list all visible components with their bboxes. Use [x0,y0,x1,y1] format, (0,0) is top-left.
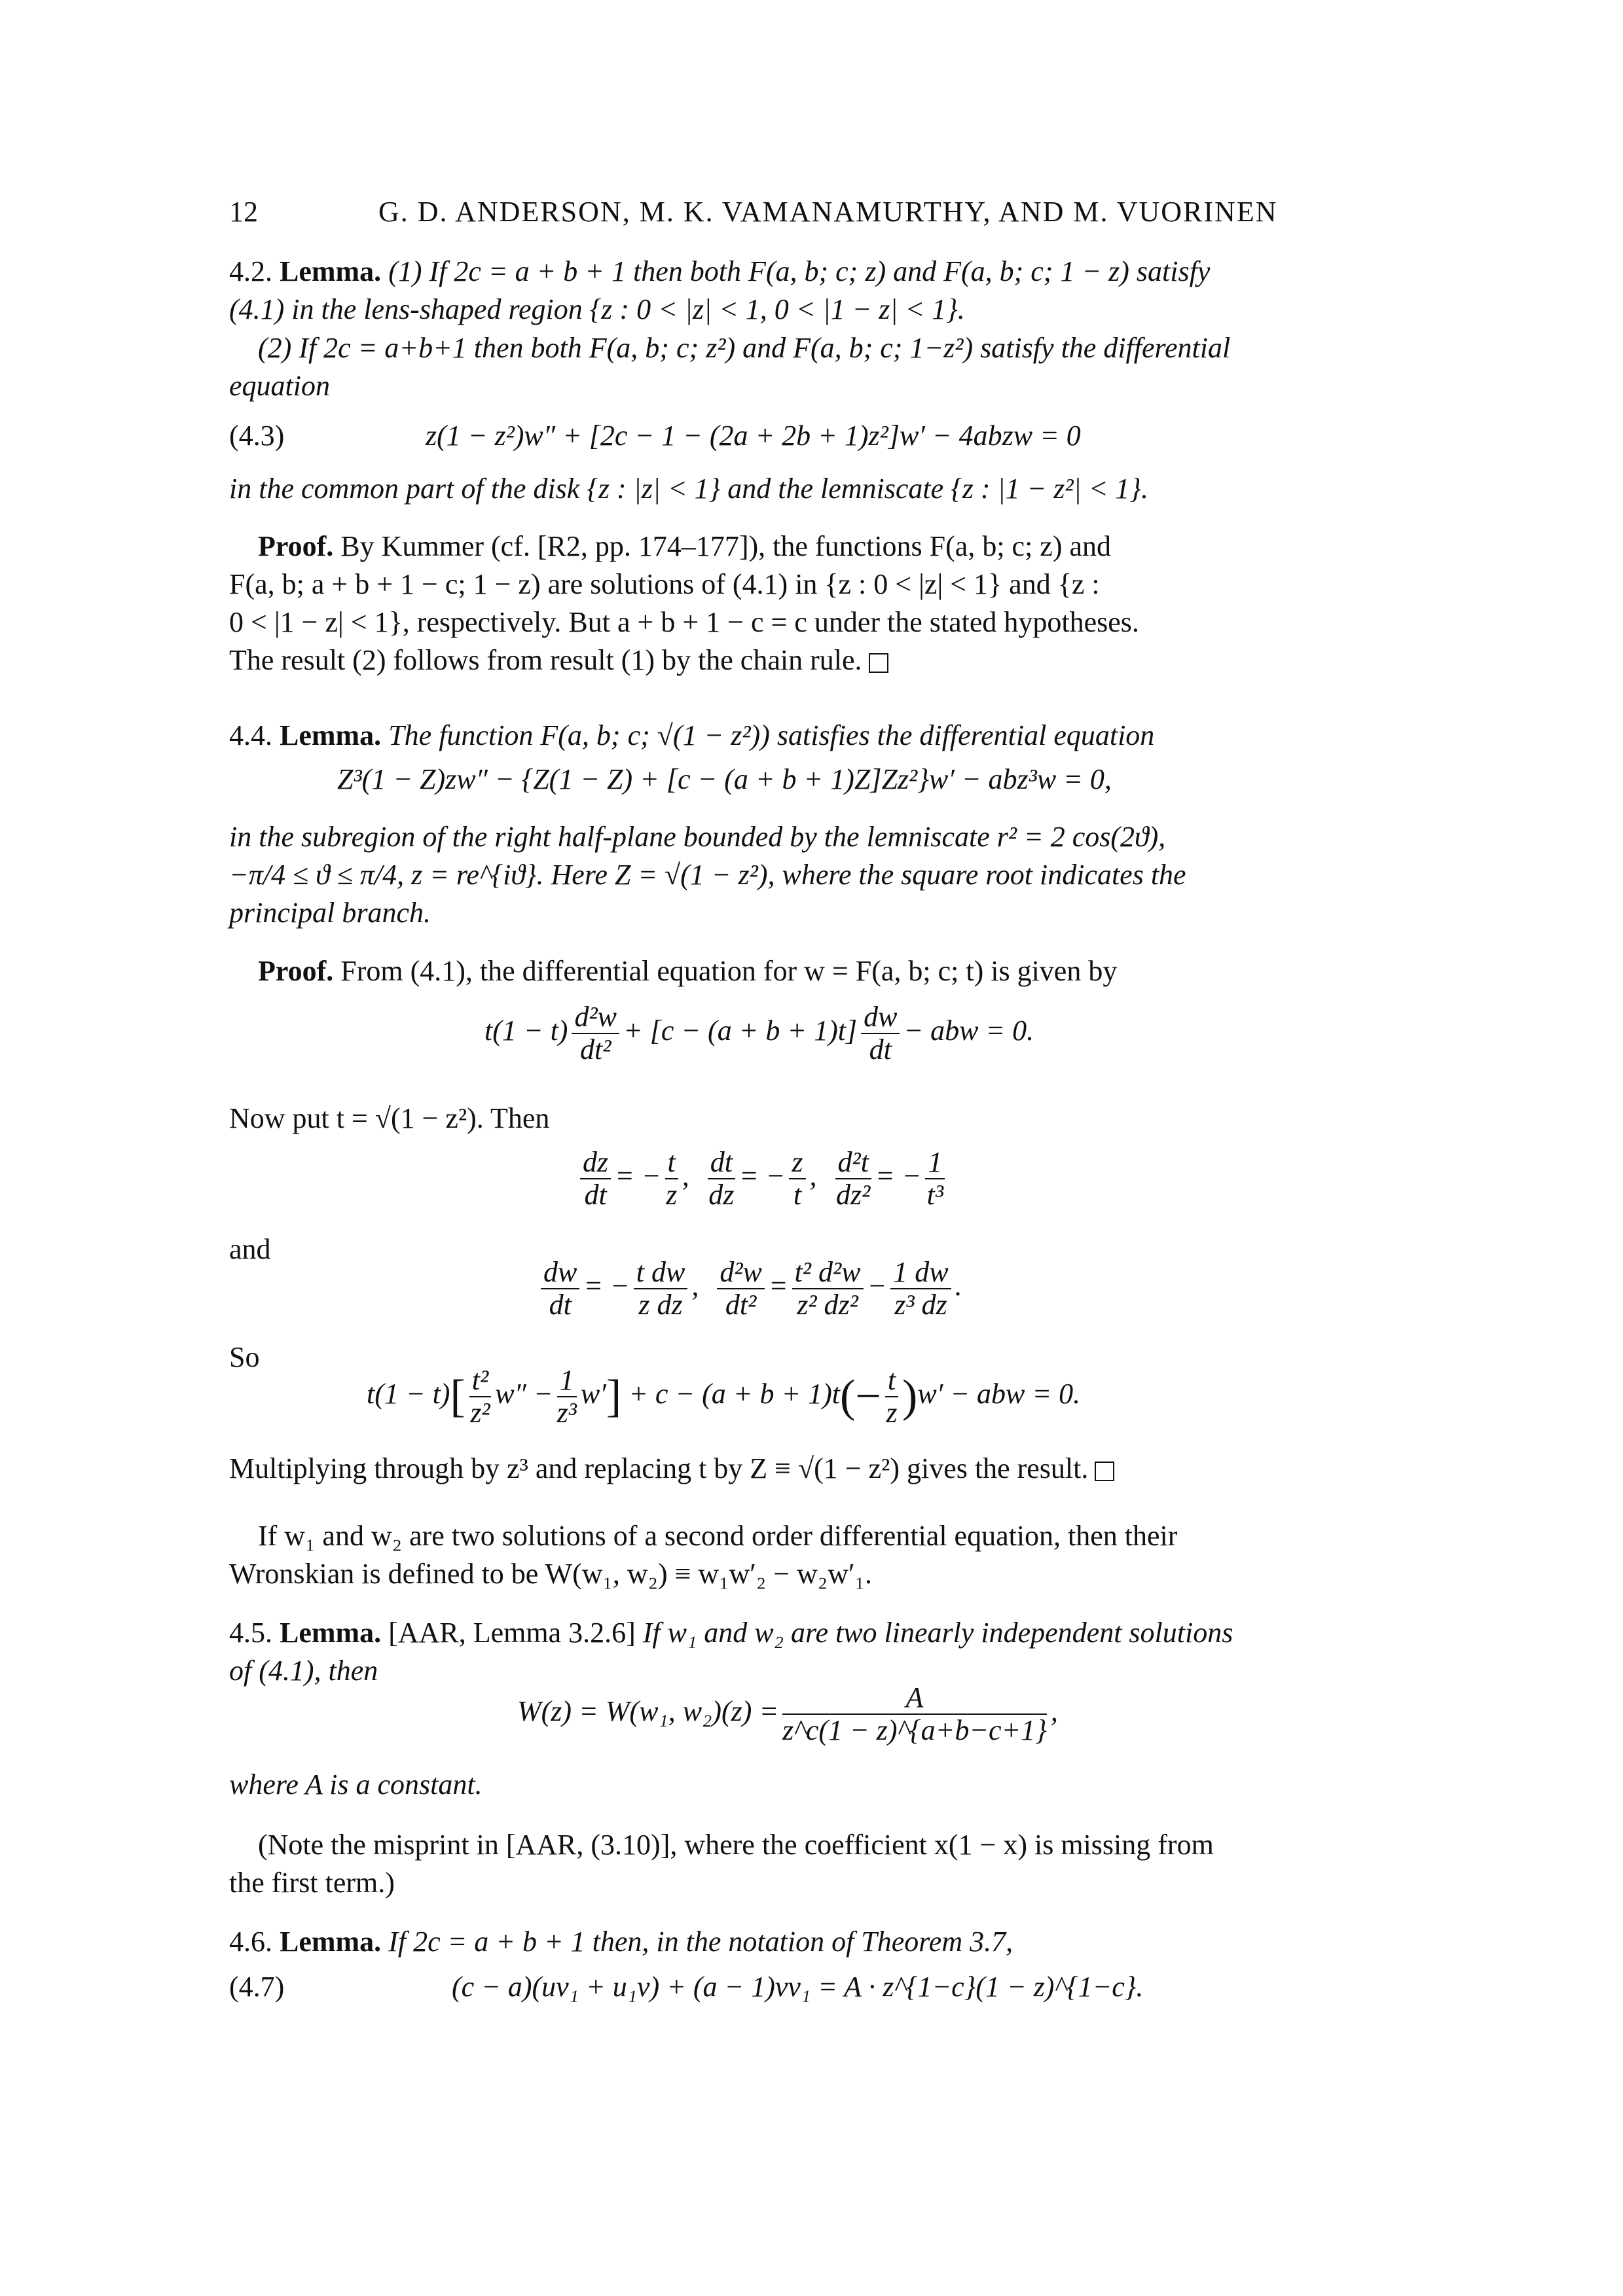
fraction-den: z² [470,1397,490,1429]
lemma-text: If w₁ and w₂ are two linearly independent solutions [642,1617,1233,1649]
lemma-title: Lemma. [280,255,382,287]
lemma-4-4-line3: −π/4 ≤ ϑ ≤ π/4, z = re^{iϑ}. Here Z = √(1 − z²), where the square root indicates the [229,859,1186,891]
fraction-num: 1 [557,1365,577,1397]
fraction-num: d²w [572,1001,619,1034]
fraction-num: 1 dw [890,1257,951,1289]
lemma-number: 4.4. [229,719,272,751]
equation-derivatives: $\frac{dw}{dt}$ = − $\frac{\text{t dw}}{\text{z dz}}$ , $\frac{\text{d²w}}{\text{dt²}}$ = $\frac{\text{t² d²w}}{\text{z² dz²}}$ − $\frac{1 dw}{\text{z³ dz}}$ . [537,1257,962,1321]
eq-term: w′ − abw = 0. [917,1378,1081,1410]
fraction [925,1147,945,1211]
wronskian-line2: Wronskian is defined to be W(w₁, w₂) ≡ w₁w′₂ − w₂w′₁. [229,1558,872,1590]
lemma-text: (1) If 2c = a + b + 1 then both F(a, b; c; z) and F(a, b; c; 1 − z) satisfy [388,255,1211,287]
citation: [AAR, Lemma 3.2.6] [388,1617,636,1649]
lemma-number: 4.6. [229,1926,272,1958]
eq-term: w″ − [495,1378,553,1410]
fraction-num: t² d²w [792,1257,864,1289]
proof-text: By Kummer (cf. [R2, pp. 174–177]), the functions F(a, b; c; z) and [340,530,1112,562]
equation-label-4-7: (4.7) [229,1971,285,2003]
fraction [717,1257,765,1321]
fraction-den: dt [584,1179,607,1211]
eq-term: t(1 − t) [484,1014,568,1047]
eq-term: − abw = 0. [903,1014,1034,1047]
qed-icon [1095,1462,1114,1481]
fraction [789,1147,805,1211]
lemma-4-6-heading [229,1923,1013,1961]
fraction-den: z³ dz [894,1289,947,1321]
equation-combined: t(1 − t)[ $\frac{\text{t²}}{\text{z²}}$ w″ − $\frac{1}{\text{z³}}$ w′] + c − (a + b + 1)t(− $\frac{t}{z}$ )w′ − abw = 0. [367,1364,1081,1429]
fraction [885,1365,898,1429]
equation-label-4-3: (4.3) [229,420,285,452]
fraction-den: z dz [638,1289,683,1321]
proof-4-4-result [229,1450,1114,1488]
lemma-4-2-heading [229,253,1210,291]
fraction-den: dt² [725,1289,757,1321]
fraction [469,1365,491,1429]
lemma-title: Lemma. [280,719,382,751]
lemma-4-5-heading [229,1614,1233,1652]
now-put-line: Now put t = √(1 − z²). Then [229,1102,550,1134]
fraction-num: d²w [717,1257,765,1289]
eq-term: w′ [580,1378,606,1410]
fraction [541,1257,579,1321]
fraction-num: t dw [634,1257,688,1289]
fraction-num: dw [861,1001,900,1034]
fraction-den: t³ [926,1179,944,1211]
proof-4-4-line1 [258,952,1117,990]
wronskian-line1: If w₁ and w₂ are two solutions of a second order differential equation, then their [258,1520,1178,1552]
fraction-num: dt [708,1147,735,1179]
lemma-4-5-line3: where A is a constant. [229,1768,483,1801]
fraction-num: z [789,1147,805,1179]
fraction [792,1257,864,1321]
equation-lemma-4-4: Z³(1 − Z)zw″ − {Z(1 − Z) + [c − (a + b + 1)Z]Zz²}w′ − abz³w = 0, [337,763,1112,795]
equation-hypergeometric [484,1001,1034,1066]
qed-icon [869,653,888,673]
proof-text: Multiplying through by z³ and replacing t by Z ≡ √(1 − z²) gives the result. [229,1452,1089,1484]
fraction-num: t [885,1365,898,1397]
eq-term: + [c − (a + b + 1)t] [623,1014,858,1047]
lemma-4-4-line2: in the subregion of the right half-plane bounded by the lemniscate r² = 2 cos(2ϑ), [229,821,1166,853]
fraction [572,1001,619,1066]
lemma-4-4-line4: principal branch. [229,897,431,929]
fraction [580,1147,611,1211]
equation-4-7: (c − a)(uv₁ + u₁v) + (a − 1)vv₁ = A · z^{1−c}(1 − z)^{1−c}. [452,1971,1144,2003]
fraction-den: z^c(1 − z)^{a+b−c+1} [782,1714,1047,1746]
lemma-4-2-line5: in the common part of the disk {z : |z| < 1} and the lemniscate {z : |1 − z²| < 1}. [229,473,1149,505]
equation-4-3: z(1 − z²)w″ + [2c − 1 − (2a + 2b + 1)z²]w′ − 4abzw = 0 [426,420,1081,452]
lemma-title: Lemma. [280,1617,382,1649]
fraction [861,1001,900,1066]
equation-substitution: $\frac{dz}{dt}$ = − $\frac{t}{z}$ , $\frac{dt}{dz}$ = − $\frac{z}{t}$ , $\frac{\text{d²t}}{\text{dz²}}$ = − $\frac{1}{\text{t³}}$ [576,1147,949,1211]
fraction-num: dw [541,1257,579,1289]
lemma-number: 4.2. [229,255,272,287]
and-word: and [229,1233,271,1265]
eq-term: t(1 − t) [367,1378,450,1410]
proof-text: From (4.1), the differential equation for w = F(a, b; c; t) is given by [340,955,1118,987]
fraction-den: dt² [580,1033,611,1066]
fraction [782,1682,1047,1746]
eq-term: = − [875,1160,922,1193]
proof-4-2-line4 [229,641,888,679]
fraction-num: d²t [835,1147,871,1179]
fraction-den: dz [708,1179,735,1211]
fraction [665,1147,678,1211]
lemma-4-5-line2: of (4.1), then [229,1655,378,1687]
eq-term: = [768,1270,788,1302]
note-line2: the first term.) [229,1867,395,1899]
fraction-den: z [666,1179,678,1211]
lemma-4-2-line2: (4.1) in the lens-shaped region {z : 0 < |z| < 1, 0 < |1 − z| < 1}. [229,293,965,325]
eq-term: W(z) = W(w₁, w₂)(z) = [517,1695,779,1728]
eq-term: + c − (a + b + 1)t [629,1378,841,1410]
fraction-den: z³ [556,1397,577,1429]
proof-4-2-line1 [258,528,1111,565]
fraction-num: 1 [925,1147,945,1179]
eq-term: − [867,1270,887,1302]
so-word: So [229,1341,260,1373]
proof-4-2-line2: F(a, b; a + b + 1 − c; 1 − z) are solutions of (4.1) in {z : 0 < |z| < 1} and {z : [229,568,1100,600]
lemma-title: Lemma. [280,1926,382,1958]
fraction-den: z [886,1397,898,1429]
lemma-4-2-line3: (2) If 2c = a+b+1 then both F(a, b; c; z²) and F(a, b; c; 1−z²) satisfy the differential [258,332,1231,364]
running-header: G. D. ANDERSON, M. K. VAMANAMURTHY, AND M. VUORINEN [378,196,1278,228]
proof-title: Proof. [258,530,334,562]
lemma-text: The function F(a, b; c; √(1 − z²)) satisfies the differential equation [388,719,1155,751]
fraction-den: dt [549,1289,572,1321]
fraction [835,1147,871,1211]
proof-text: The result (2) follows from result (1) by the chain rule. [229,644,862,676]
lemma-text: If 2c = a + b + 1 then, in the notation of Theorem 3.7, [388,1926,1013,1958]
fraction [557,1365,577,1429]
lemma-number: 4.5. [229,1617,272,1649]
eq-term: = − [615,1160,661,1193]
fraction-den: t [793,1179,802,1211]
note-line1: (Note the misprint in [AAR, (3.10)], where the coefficient x(1 − x) is missing from [258,1829,1214,1861]
proof-title: Proof. [258,955,334,987]
proof-4-2-line3: 0 < |1 − z| < 1}, respectively. But a + b + 1 − c = c under the stated hypotheses. [229,606,1139,638]
fraction-den: z² dz² [797,1289,858,1321]
eq-term: = − [583,1270,630,1302]
fraction-den: dz² [836,1179,871,1211]
fraction [890,1257,951,1321]
fraction [634,1257,688,1321]
fraction-num: t [665,1147,678,1179]
fraction-num: dz [580,1147,611,1179]
equation-wronskian: W(z) = W(w₁, w₂)(z) = $\frac{A}{z\^{}c(1 - z)\^{}\{a+b-c+1\}}$ , [517,1681,1058,1746]
fraction-num: A [782,1682,1047,1715]
lemma-4-2-line4: equation [229,370,330,402]
lemma-4-4-heading [229,717,1154,755]
fraction-num: t² [469,1365,491,1397]
fraction [708,1147,735,1211]
fraction-den: dt [869,1033,892,1066]
page-number: 12 [229,196,258,228]
eq-term: = − [739,1160,786,1193]
